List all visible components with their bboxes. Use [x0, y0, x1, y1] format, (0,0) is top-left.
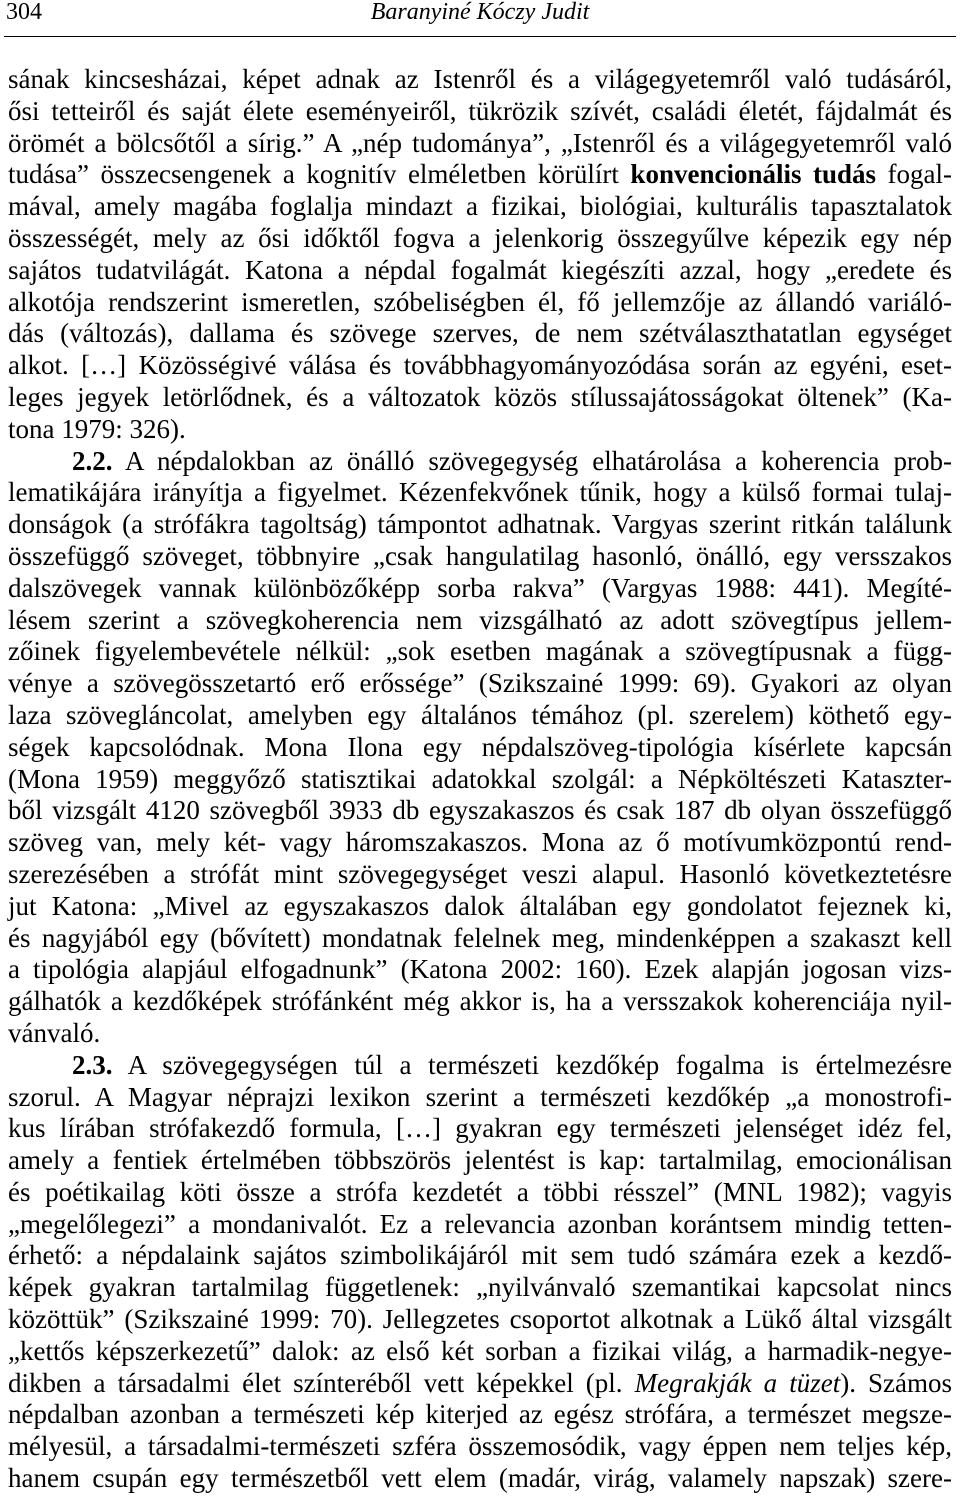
text-line: dalszövegek vannak különbözőképp sorba rakva” (Vargyas 1988: 441). Megíté-: [8, 572, 952, 603]
text-line: dás (változás), dallama és szövege szerves, de nem szétválaszthatatlan egységet: [8, 318, 952, 349]
text-line: sának kincsesházai, képet adnak az Istenről és a világegyetemről való tudásáról,: [8, 64, 952, 94]
text-line: népdalban azonban a természeti kép kiterjed az egész strófára, a természet megsze-: [8, 1399, 952, 1430]
text-line: összefüggő szöveget, többnyire „csak hangulatilag hasonló, önálló, egy versszakos: [8, 540, 952, 571]
text-line: szorul. A Magyar néprajzi lexikon szerint a természeti kezdőkép „a monostrofi-: [8, 1081, 952, 1112]
text-line: [8, 1050, 952, 1082]
text-line: „megelőlegezi” a mondanivalót. Ez a relevancia azonban korántsem mindig tetten-: [8, 1208, 952, 1239]
text-line: alkotója rendszerint ismeretlen, szóbeliségben él, fő jellemzője az állandó variáló-: [8, 286, 952, 317]
text-line: kus lírában strófakezdő formula, […] gyakran egy természeti jelenséget idéz fel,: [8, 1113, 952, 1144]
text-line: a tipológia alapjául elfogadnunk” (Katona 2002: 160). Ezek alapján jogosan vizs-: [8, 954, 952, 985]
section-number: 2.2.: [72, 445, 113, 476]
text-line: [8, 446, 952, 478]
paragraph: [8, 64, 952, 446]
text-line: (Mona 1959) meggyőző statisztikai adatokkal szolgál: a Népköltészeti Kataszter-: [8, 763, 952, 794]
bold-term: konvencionális tudás: [630, 159, 877, 190]
body-text: [8, 64, 952, 1495]
text-line: ségek kapcsolódnak. Mona Ilona egy népdalszöveg-tipológia kísérlete kapcsán: [8, 731, 952, 762]
text-run: tudása” összecsengenek a kognitív elméletben körülírt: [8, 159, 619, 190]
text-line: szerezésében a strófát mint szövegegységet veszi alapul. Hasonló következtetésre: [8, 858, 952, 889]
running-title: Baranyiné Kóczy Judit: [370, 0, 590, 25]
text-line: tona 1979: 326).: [8, 413, 186, 444]
paragraph: [8, 446, 952, 1050]
text-line: [8, 1368, 952, 1400]
text-line: donságok (a strófákra tagoltság) támpontot adhatnak. Vargyas szerint ritkán találunk: [8, 509, 952, 540]
text-line: leges jegyek letörlődnek, és a változatok közös stílussajátosságokat öltenek” (Ka-: [8, 381, 952, 412]
text-line: és nagyjából egy (bővített) mondatnak felelnek meg, mindenképpen a szakaszt kell: [8, 922, 952, 953]
text-line: amely a fentiek értelmében többszörös jelentést is kap: tartalmilag, emocionálisan: [8, 1145, 952, 1176]
italic-title: Megrakják a tüzet: [634, 1367, 841, 1398]
text-line: örömét a bölcsőtől a sírig.” A „nép tudománya”, „Istenről és a világegyetemről való: [8, 127, 952, 158]
text-line: lésem szerint a szövegkoherencia nem vizsgálható az adott szövegtípus jellem-: [8, 604, 952, 635]
text-line: lematikájára irányítja a figyelmet. Kézenfekvőnek tűnik, hogy a külső formai tulaj-: [8, 477, 952, 508]
text-line: közöttük” (Szikszainé 1999: 70). Jellegzetes csoportot alkotnak a Lükő által vizsgált: [8, 1304, 952, 1335]
text-run: A népdalokban az önálló szövegegység elhatárolása a koherencia prob-: [125, 445, 953, 476]
text-run: fogal-: [887, 159, 953, 190]
text-line: érhető: a népdalaink sajátos szimbolikájáról mit sem tudó számára ezek a kezdő-: [8, 1240, 952, 1271]
text-run: A szövegegységen túl a természeti kezdőkép fogalma is értelmezésre: [127, 1049, 952, 1080]
header-rule: [4, 36, 956, 37]
text-line: gálhatók a kezdőképek strófánként még akkor is, ha a versszakok koherenciája nyil-: [8, 986, 952, 1017]
text-line: zőinek figyelembevétele nélkül: „sok esetben magának a szövegtípusnak a függ-: [8, 636, 952, 667]
text-run: ). Számos: [840, 1367, 953, 1398]
text-line: képek gyakran tartalmilag függetlenek: „nyilvánvaló szemantikai kapcsolat nincs: [8, 1272, 952, 1303]
text-line: mával, amely magába foglalja mindazt a fizikai, biológiai, kulturális tapasztalatok: [8, 191, 952, 222]
text-line: vánvaló.: [8, 1017, 101, 1048]
text-line: sajátos tudatvilágát. Katona a népdal fogalmát kiegészíti azzal, hogy „eredete és: [8, 254, 952, 285]
text-line: ből vizsgált 4120 szövegből 3933 db egyszakaszos és csak 187 db olyan összefüggő: [8, 795, 952, 826]
text-line: összességét, mely az ősi időktől fogva a jelenkorig összegyűlve képezik egy nép: [8, 222, 952, 253]
text-line: hanem csupán egy természetből vett elem (madár, virág, valamely napszak) szere-: [8, 1463, 952, 1494]
text-line: „kettős képszerkezetű” dalok: az első két sorban a fizikai világ, a harmadik-negye-: [8, 1335, 952, 1366]
text-line: szöveg van, mely két- vagy háromszakaszos. Mona az ő motívumközpontú rend-: [8, 827, 952, 858]
text-line: jut Katona: „Mivel az egyszakaszos dalok általában egy gondolatot fejeznek ki,: [8, 890, 952, 921]
section-number: 2.3.: [72, 1049, 113, 1080]
text-line: laza szövegláncolat, amelyben egy általános témához (pl. szerelem) köthető egy-: [8, 699, 952, 730]
text-line: ősi tetteiről és saját élete eseményeiről, tükrözik szívét, családi életét, fájdalmát és: [8, 95, 952, 126]
text-run: dikben a társadalmi élet színteréből vett képekkel (pl.: [8, 1367, 623, 1398]
text-line: [8, 159, 952, 191]
text-line: és poétikailag köti össze a strófa kezdetét a többi résszel” (MNL 1982); vagyis: [8, 1176, 952, 1207]
text-line: mélyesül, a társadalmi-természeti szféra összemosódik, vagy éppen nem teljes kép,: [8, 1431, 952, 1462]
paragraph: [8, 1050, 952, 1495]
text-line: alkot. […] Közösségivé válása és továbbhagyományozódása során az egyéni, eset-: [8, 350, 952, 381]
page-number: 304: [6, 0, 42, 25]
text-line: vénye a szövegösszetartó erő erőssége” (Szikszainé 1999: 69). Gyakori az olyan: [8, 668, 952, 699]
